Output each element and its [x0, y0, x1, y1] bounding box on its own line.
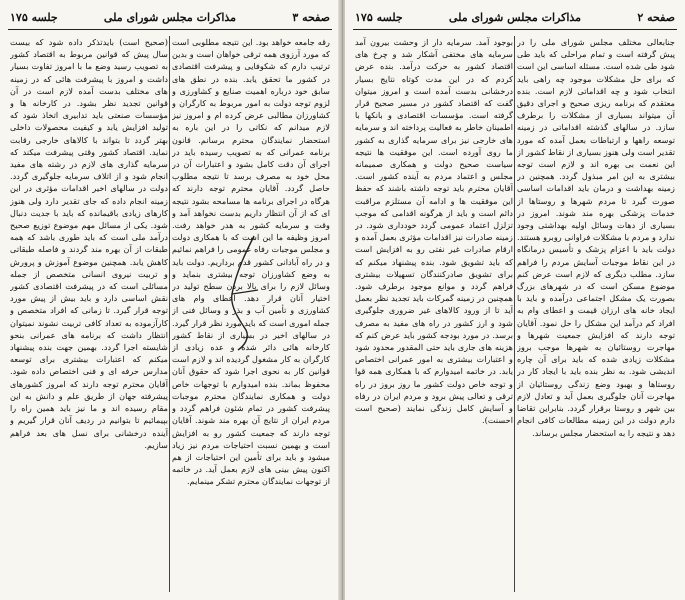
left-page	[0, 0, 340, 600]
session-number: جلسه ۱۷۵	[355, 11, 403, 24]
running-title: مذاکرات مجلس شورای ملی	[103, 11, 237, 24]
header-rule	[353, 29, 677, 30]
page-number: صفحه ۲	[637, 11, 675, 24]
text-column-left	[355, 36, 513, 594]
column-text: (صحیح است) بایدتذکر داده شود که بیست سال پیش که قوانین مربوط به اقتصاد کشور به تصویب رسید وضع ما با امروز تفاوت بسیار داشت و امروز با پیشرفت هائی که در زمینه های مختلف بدست آمده لازم است در آن قوانین تجدید نظر بشود. در کارخانه ها و مؤسسات صنعتی باید تدابیری اتخاذ شود که تولید افزایش یابد و کیفیت محصولات داخلی بهتر گردد تا بتواند با کالاهای خارجی رقابت نماید. اقتصاد کشور وقتی پیشرفت میکند که سرمایه گذاری های لازم در رشته های مفید انجام شود و از اتلاف سرمایه جلوگیری گردد. دولت در سالهای اخیر اقدامات مؤثری در این زمینه انجام داده که جای تقدیر دارد ولی هنوز کارهای زیادی باقیمانده که باید با جدیت دنبال شود. یکی از مسائل مهم موضوع توزیع صحیح درآمد ملی است که باید طوری باشد که همه طبقات از آن بهره مند گردند و فاصله طبقاتی کاهش یابد. همچنین موضوع آموزش و پرورش و تربیت نیروی انسانی متخصص از جمله مسائلی است که در پیشرفت اقتصادی کشور نقش اساسی دارد و باید بیش از پیش مورد توجه قرار گیرد. تا زمانی که افراد متخصص و کارآزموده به تعداد کافی تربیت نشوند نمیتوان انتظار داشت که برنامه های عمرانی بنحو شایسته اجرا گردد. بهمین جهت بنده پیشنهاد میکنم که اعتبارات بیشتری برای توسعه مدارس حرفه ای و فنی اختصاص داده شود. آقایان محترم توجه دارند که امروز کشورهای پیشرفته جهان از طریق علم و دانش به این مقام رسیده اند و ما نیز باید همین راه را بپیمائیم تا بتوانیم در ردیف آنان قرار گیریم و آینده درخشانی برای نسل های بعد فراهم سازیم.	[10, 37, 168, 450]
page-number: صفحه ۳	[292, 11, 330, 24]
column-text: بوجود آمد. سرمایه دار از وحشت بیرون آمد سرمایه های مختفی آشکار شد و چرخ های اقتصاد کشور به حرکت درآمد. بنده عرض کردم که در این مدت کوتاه نتایج بسیار درخشانی بدست آمده است و امروز میتوان گفت که اقتصاد کشور در مسیر صحیح قرار گرفته است. مؤسسات اقتصادی و بانکها با اطمینان خاطر به فعالیت پرداخته اند و سرمایه های خارجی نیز برای سرمایه گذاری به کشور ما روی آورده است. این موفقیت ها نتیجه سیاست صحیح دولت و همکاری صمیمانه مجلس و اعتماد مردم به آینده کشور است. آقایان محترم باید توجه داشته باشند که حفظ این موفقیت ها و ادامه آن مستلزم مراقبت دائم است و باید از هرگونه اقدامی که موجب تزلزل اعتماد عمومی گردد خودداری شود. در زمینه صادرات نیز اقدامات مؤثری بعمل آمده و ارقام صادرات غیر نفتی رو به افزایش است که باید تشویق شود. بنده پیشنهاد میکنم که برای تشویق صادرکنندگان تسهیلات بیشتری فراهم گردد و موانع موجود برطرف شود. همچنین در زمینه گمرکات باید تجدید نظر بعمل آید تا از ورود کالاهای غیر ضروری جلوگیری شود و ارز کشور در راه های مفید به مصرف برسد. در مورد بودجه کشور باید عرض کنم که هزینه های جاری باید حتی المقدور محدود شود و اعتبارات بیشتری به امور عمرانی اختصاص یابد. در خاتمه امیدوارم که با همکاری همه قوا و توجه خاص دولت کشور ما روز بروز در راه ترقی و تعالی پیش برود و مردم ایران در رفاه و آسایش کامل زندگی نمایند (صحیح است احسنت).	[355, 37, 513, 426]
page-header	[10, 6, 330, 30]
right-page	[345, 0, 685, 600]
pen-mark	[224, 232, 264, 352]
column-divider	[514, 36, 515, 592]
text-column-left	[10, 36, 168, 594]
running-title: مذاکرات مجلس شورای ملی	[448, 11, 582, 24]
header-rule	[8, 29, 332, 30]
session-number: جلسه ۱۷۵	[10, 11, 58, 24]
text-column-right	[517, 36, 675, 594]
column-text: رقه جامعه خواهد بود. این نتیجه مطلوبی است که مورد آرزوی همه ترقی خواهان است و بدین ترتیب دارم که شکوفایی و پیشرفت اقتصادی در کشور ما تحقق یابد. بنده در نطق های سابق خود درباره اهمیت صنایع و کشاورزی و لزوم توجه دولت به امور مربوط به کارگران و کشاورزان مطالبی عرض کرده ام و امروز نیز لازم میدانم که نکاتی را در این باره به استحضار نمایندگان محترم برسانم. قانون برنامه عمرانی که به تصویب رسیده باید در اجرای آن دقت کامل بشود و اعتبارات آن در محل خود به مصرف برسد تا نتیجه مطلوب حاصل گردد. آقایان محترم توجه دارند که هرگاه در اجرای برنامه ها مسامحه بشود نتیجه ای که از آن انتظار داریم بدست نخواهد آمد و وقت و سرمایه کشور به هدر خواهد رفت. امروز وظیفه ما این است که با همکاری دولت و مجلس موجبات رفاه عمومی را فراهم نمائیم و در راه آبادانی کشور قدم برداریم. دولت باید به وضع کشاورزان توجه بیشتری بنماید و وسائل لازم را برای بالا بردن سطح تولید در اختیار آنان قرار دهد. اعطای وام های کشاورزی و تأمین آب و بذر و وسائل فنی از جمله اموری است که باید مورد نظر قرار گیرد. در سالهای اخیر در بسیاری از نقاط کشور کارخانه هائی دائر شده و عده زیادی از کارگران به کار مشغول گردیده اند و لازم است قوانین کار به نحوی اجرا شود که حقوق آنان محفوظ بماند. بنده امیدوارم با توجهات خاص دولت و همکاری نمایندگان محترم موجبات پیشرفت کشور در تمام شئون فراهم گردد و مردم ایران از نتایج آن بهره مند شوند. آقایان توجه دارند که جمعیت کشور رو به افزایش است و بهمین نسبت احتیاجات مردم نیز زیاد میشود و باید برای تأمین این احتیاجات از هم اکنون پیش بینی های لازم بعمل آید. در خاتمه از توجهات نمایندگان محترم تشکر مینمایم.	[172, 37, 330, 487]
column-text: جنابعالی مختلف مجلس شورای ملی را در پیش گرفته است و تمام مراحلی که باید طی شود طی شده است. مسئله اساسی این است که برای حل مشکلات موجود چه راهی باید انتخاب شود و چه اقداماتی لازم است. بنده معتقدم که برنامه ریزی صحیح و اجرای دقیق آن میتواند بسیاری از مشکلات را برطرف سازد. در سالهای گذشته اقداماتی در زمینه توسعه راهها و ارتباطات بعمل آمده که مورد تقدیر است ولی هنوز بسیاری از نقاط کشور از این نعمت بی بهره اند و لازم است توجه بیشتری به این امر مبذول گردد. همچنین در زمینه بهداشت و درمان باید اقدامات اساسی صورت گیرد تا مردم شهرها و روستاها از خدمات پزشکی بهره مند شوند. امروز در بسیاری از دهات وسائل اولیه بهداشتی وجود ندارد و مردم با مشکلات فراوانی روبرو هستند. دولت باید با اعزام پزشک و تأسیس درمانگاه در این نقاط موجبات آسایش مردم را فراهم سازد. مطلب دیگری که لازم است عرض کنم موضوع مسکن است که در شهرهای بزرگ بصورت یک مشکل اجتماعی درآمده و باید با ایجاد خانه های ارزان قیمت و اعطای وام به افراد کم درآمد این مشکل را حل نمود. آقایان توجه دارند که افزایش جمعیت شهرها و مهاجرت روستائیان به شهرها موجب بروز مشکلات زیادی شده که باید برای آن چاره اندیشی شود. به نظر بنده باید با ایجاد کار در روستاها و بهبود وضع زندگی روستائیان از مهاجرت آنان جلوگیری بعمل آید و تعادل لازم بین شهر و روستا برقرار گردد. بنابراین تقاضا دارم دولت در این زمینه مطالعات کافی انجام دهد و نتیجه را به استحضار مجلس برساند.	[517, 37, 675, 438]
column-divider	[169, 36, 170, 592]
page-header	[355, 6, 675, 30]
